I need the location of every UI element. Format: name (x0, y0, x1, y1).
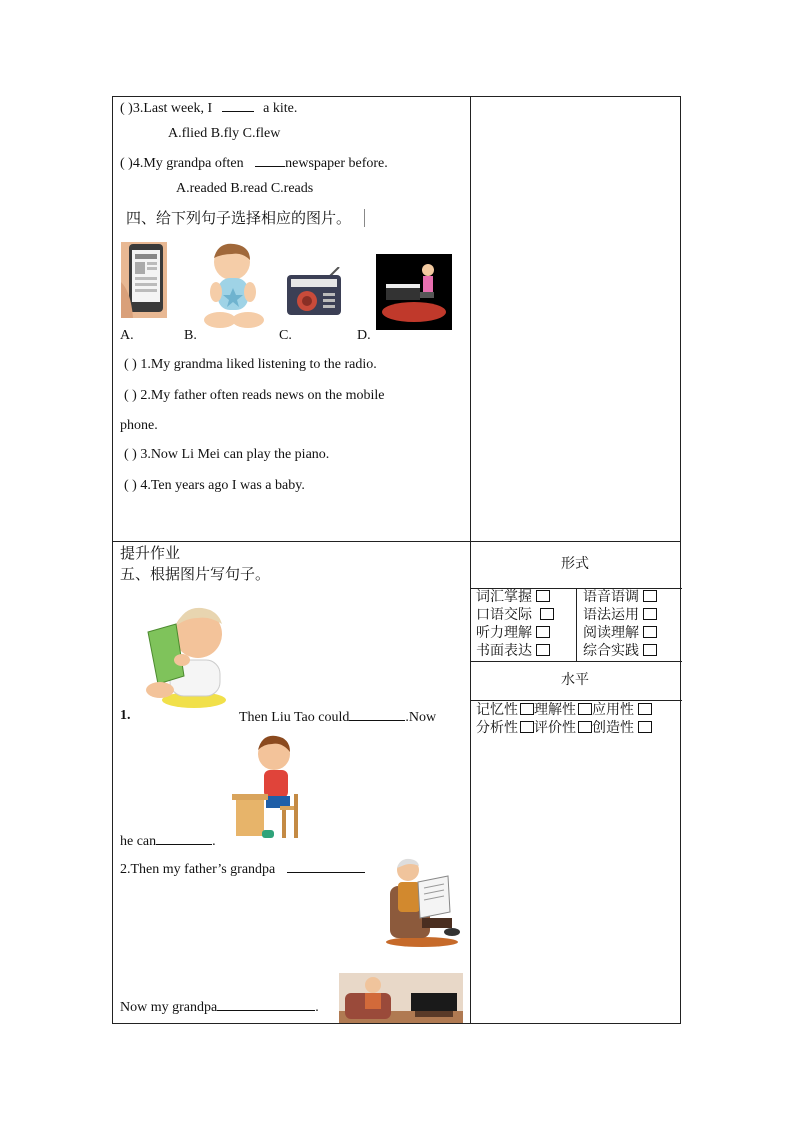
answer-blank[interactable] (217, 998, 315, 1011)
sentence-1-number: 1. (120, 708, 131, 723)
form-bottom-divider (470, 661, 682, 662)
column-divider (470, 97, 471, 1023)
question-4 (120, 154, 388, 172)
baby-reading-image (140, 600, 236, 710)
answer-blank[interactable] (255, 154, 285, 167)
level-title: 水平 (561, 672, 589, 688)
old-man-newspaper-image (384, 856, 462, 948)
answer-blank[interactable] (349, 708, 405, 721)
form-item-listening: 听力理解 (476, 625, 550, 641)
match-sentence-3: ( ) 3.Now Li Mei can play the piano. (124, 447, 330, 462)
answer-blank[interactable] (222, 99, 254, 112)
checkbox[interactable] (536, 644, 550, 656)
match-sentence-1: ( ) 1.My grandma liked listening to the radio. (124, 357, 377, 372)
pic-label-b: B. (184, 328, 197, 343)
write-sentence-2: 2.Then my father’s grandpa (120, 860, 365, 878)
match-sentence-2: ( ) 2.My father often reads news on the mobile (124, 388, 385, 403)
write-sentence-1b: he can . (120, 834, 216, 849)
form-column-divider (576, 589, 577, 661)
checkbox[interactable] (638, 703, 652, 715)
checkbox[interactable] (520, 721, 534, 733)
form-item-practice: 综合实践 (583, 643, 657, 659)
grandpa-tv-image (339, 973, 463, 1023)
form-item-oral: 口语交际 (476, 607, 554, 623)
checkbox[interactable] (578, 721, 592, 733)
question-3-tail: a kite. (263, 101, 298, 116)
question-3-text: ( )3.Last week, I (120, 101, 213, 116)
question-3 (120, 99, 297, 117)
answer-blank[interactable] (287, 860, 365, 873)
question-4-tail: newspaper before. (285, 156, 388, 171)
checkbox[interactable] (643, 626, 657, 638)
section-4-title: 四、给下列句子选择相应的图片。 (126, 209, 365, 227)
form-item-pronunciation: 语音语调 (583, 589, 657, 605)
baby-image (194, 240, 264, 332)
checkbox[interactable] (536, 590, 550, 602)
checkbox[interactable] (643, 608, 657, 620)
checkbox[interactable] (520, 703, 534, 715)
checkbox[interactable] (578, 703, 592, 715)
question-4-text: ( )4.My grandpa often (120, 156, 244, 171)
match-sentence-4: ( ) 4.Ten years ago I was a baby. (124, 478, 305, 493)
checkbox[interactable] (638, 721, 652, 733)
answer-blank[interactable] (156, 832, 212, 845)
form-item-writing: 书面表达 (476, 643, 550, 659)
checkbox[interactable] (643, 590, 657, 602)
row-divider (113, 541, 680, 542)
radio-image (285, 267, 343, 317)
level-header-divider (470, 700, 682, 701)
checkbox[interactable] (643, 644, 657, 656)
pic-label-a: A. (120, 328, 134, 343)
level-row-2: 分析性 评价性 创造性 (476, 720, 652, 736)
form-title: 形式 (561, 556, 589, 572)
pic-label-d: D. (357, 328, 371, 343)
write-sentence-3: Now my grandpa . (120, 1000, 319, 1015)
homework-heading: 提升作业 (120, 544, 181, 562)
text-cursor (364, 209, 365, 227)
piano-girl-image (376, 254, 452, 330)
checkbox[interactable] (536, 626, 550, 638)
pic-label-c: C. (279, 328, 292, 343)
question-3-options: A.flied B.fly C.flew (168, 126, 281, 141)
section-5-title: 五、根据图片写句子。 (120, 565, 271, 583)
checkbox[interactable] (540, 608, 554, 620)
write-sentence-1-text: Then Liu Tao could .Now (239, 710, 437, 725)
form-item-vocab: 词汇掌握 (476, 589, 550, 605)
question-4-options: A.readed B.read C.reads (176, 181, 314, 196)
level-row-1: 记忆性 理解性 应用性 (476, 702, 652, 718)
match-sentence-2-cont: phone. (120, 418, 158, 433)
write-sentence-1 (120, 708, 131, 724)
form-item-reading: 阅读理解 (583, 625, 657, 641)
mobile-phone-news-image (121, 242, 167, 318)
form-item-grammar: 语法运用 (583, 607, 657, 623)
boy-writing-image (228, 734, 308, 844)
